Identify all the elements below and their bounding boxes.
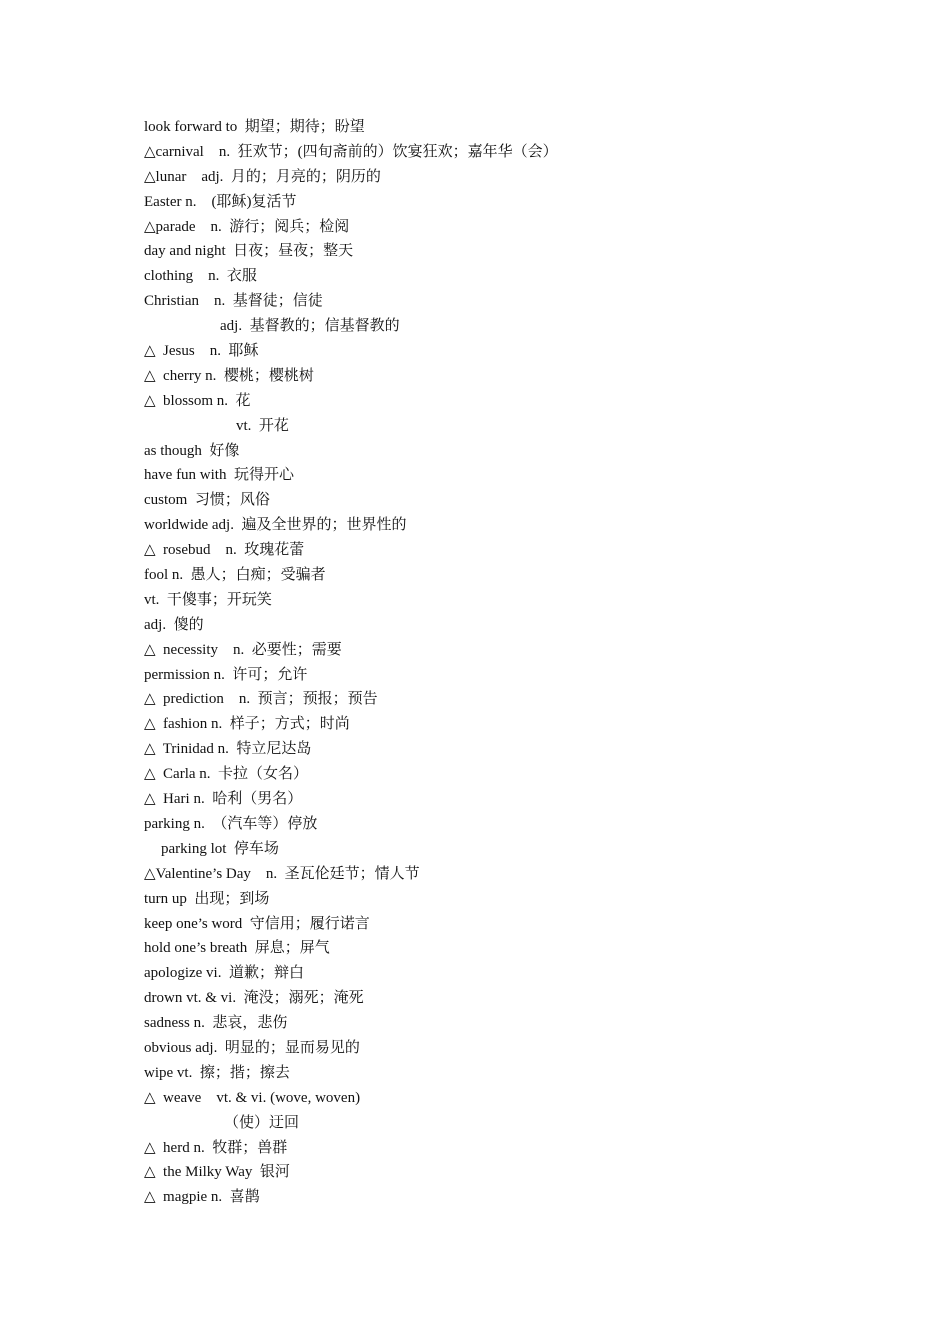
vocab-entry: △Valentine’s Day n. 圣瓦伦廷节；情人节 — [144, 865, 420, 882]
vocab-entry: apologize vi. 道歉；辩白 — [144, 965, 304, 982]
vocab-entry-continuation: （使）迂回 — [224, 1114, 300, 1131]
vocab-entry: day and night 日夜；昼夜；整天 — [144, 243, 354, 260]
vocab-entry: △ Trinidad n. 特立尼达岛 — [144, 741, 312, 758]
vocab-entry: parking n. （汽车等）停放 — [144, 815, 318, 832]
vocab-entry: hold one’s breath 屏息；屏气 — [144, 940, 330, 957]
vocab-entry: △ Carla n. 卡拉（女名） — [144, 766, 309, 783]
vocab-entry: worldwide adj. 遍及全世界的；世界性的 — [144, 517, 407, 534]
vocab-entry: vt. 干傻事；开玩笑 — [144, 591, 272, 608]
vocab-entry: △ Hari n. 哈利（男名） — [144, 791, 303, 808]
vocab-entry: △ fashion n. 样子；方式；时尚 — [144, 716, 350, 733]
vocab-entry: △carnival n. 狂欢节；(四旬斋前的）饮宴狂欢；嘉年华（会） — [144, 143, 558, 160]
vocab-entry: sadness n. 悲哀，悲伤 — [144, 1015, 288, 1032]
vocab-entry: fool n. 愚人；白痴；受骗者 — [144, 567, 326, 584]
vocab-entry: △ blossom n. 花 — [144, 392, 251, 409]
vocab-entry: Easter n. (耶稣)复活节 — [144, 193, 297, 210]
vocabulary-list — [144, 115, 864, 1210]
vocab-entry: △ weave vt. & vi. (wove, woven) — [144, 1089, 361, 1106]
vocab-entry: △ rosebud n. 玫瑰花蕾 — [144, 542, 305, 559]
vocab-entry: clothing n. 衣服 — [144, 268, 257, 285]
vocab-entry: △lunar adj. 月的；月亮的；阴历的 — [144, 168, 381, 185]
vocab-entry: obvious adj. 明显的；显而易见的 — [144, 1039, 360, 1056]
vocab-entry: wipe vt. 擦；揩；擦去 — [144, 1064, 290, 1081]
vocab-entry-continuation: vt. 开花 — [236, 417, 289, 434]
vocab-entry: as though 好像 — [144, 442, 240, 459]
vocab-entry: Christian n. 基督徒；信徒 — [144, 293, 323, 310]
vocab-entry: have fun with 玩得开心 — [144, 467, 294, 484]
vocab-entry: drown vt. & vi. 淹没；溺死；淹死 — [144, 990, 364, 1007]
vocab-entry: keep one’s word 守信用；履行诺言 — [144, 915, 370, 932]
vocab-entry: △parade n. 游行；阅兵；检阅 — [144, 218, 350, 235]
vocab-entry: △ necessity n. 必要性；需要 — [144, 641, 342, 658]
vocab-entry-continuation: parking lot 停车场 — [161, 840, 279, 857]
vocab-entry: △ prediction n. 预言；预报；预告 — [144, 691, 378, 708]
vocab-entry-continuation: adj. 基督教的；信基督教的 — [220, 318, 400, 335]
vocab-entry: △ herd n. 牧群；兽群 — [144, 1139, 288, 1156]
vocab-entry: permission n. 许可；允许 — [144, 666, 308, 683]
vocab-entry: adj. 傻的 — [144, 616, 204, 633]
vocab-entry: △ Jesus n. 耶稣 — [144, 343, 259, 360]
vocab-entry: turn up 出现；到场 — [144, 890, 270, 907]
vocab-entry: △ cherry n. 樱桃；樱桃树 — [144, 367, 314, 384]
vocab-entry: △ the Milky Way 银河 — [144, 1164, 290, 1181]
vocab-entry: look forward to 期望；期待；盼望 — [144, 119, 365, 135]
vocab-entry: custom 习惯；风俗 — [144, 492, 270, 509]
vocab-entry: △ magpie n. 喜鹊 — [144, 1189, 260, 1206]
